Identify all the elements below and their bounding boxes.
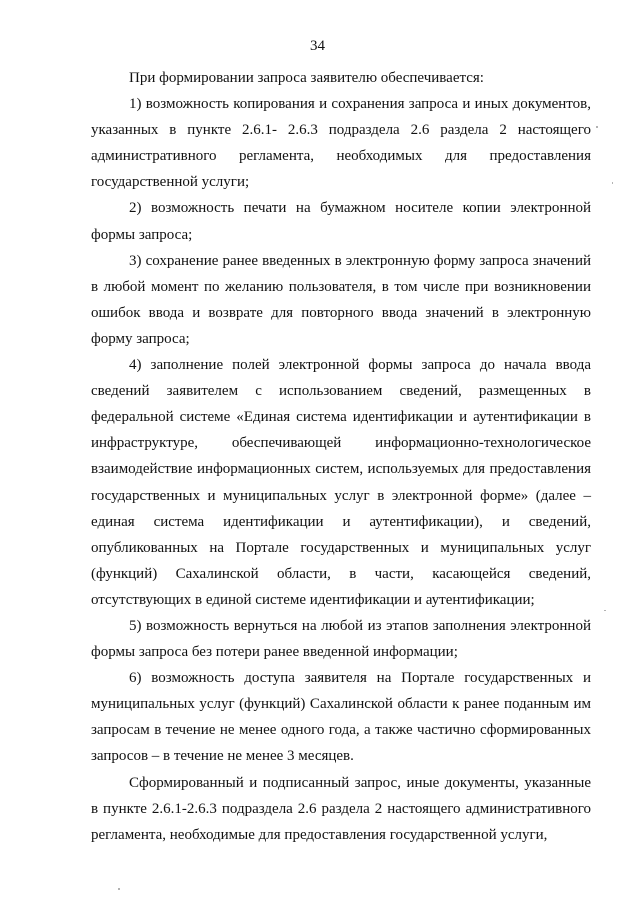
paragraph-item-5: 5) возможность вернуться на любой из этапов заполнения электронной формы запроса без потери ранее введенной информации; [91,617,591,661]
paragraph-item-6: 6) возможность доступа заявителя на Портале государственных и муниципальных услуг (функций) Сахалинской области к ранее поданным им запросам в течение не менее одного года, а также частично сформированных запросов – в течение не менее 3 месяцев. [91,670,591,765]
paragraph-closing: Сформированный и подписанный запрос, иные документы, указанные в пункте 2.6.1-2.6.3 подраздела 2.6 раздела 2 настоящего административного регламента, необходимые для предоставления государственной услуги, [91,774,591,843]
page-number: 34 [310,38,325,54]
document-body [91,65,591,848]
paragraph-intro: При формировании запроса заявителю обеспечивается: [129,70,484,86]
paragraph-item-4: 4) заполнение полей электронной формы запроса до начала ввода сведений заявителем с использованием сведений, размещенных в федеральной системе «Единая система идентификации и аутентификации в инфраструктуре, обеспечивающей информационно-технологическое взаимодействие информационных систем, используемых для предоставления государственных и муниципальных услуг в электронной форме» (далее – единая система идентификации и аутентификации), и сведений, опубликованных на Портале государственных и муниципальных услуг (функций) Сахалинской области, в части, касающейся сведений, отсутствующих в единой системе идентификации и аутентификации; [91,357,591,608]
paragraph-item-3: 3) сохранение ранее введенных в электронную форму запроса значений в любой момент по желанию пользователя, в том числе при возникновении ошибок ввода и возврате для повторного ввода значений в электронную форму запроса; [91,252,591,347]
scan-speck [612,182,613,184]
paragraph-item-2: 2) возможность печати на бумажном носителе копии электронной формы запроса; [91,200,591,243]
scan-speck [604,610,606,611]
paragraph-item-1: 1) возможность копирования и сохранения запроса и иных документов, указанных в пункте 2.6.1- 2.6.3 подраздела 2.6 раздела 2 настоящего административного регламента, необходимых для предоставления государственной услуги; [91,96,591,191]
scan-speck [118,888,120,890]
scan-speck [596,126,598,128]
